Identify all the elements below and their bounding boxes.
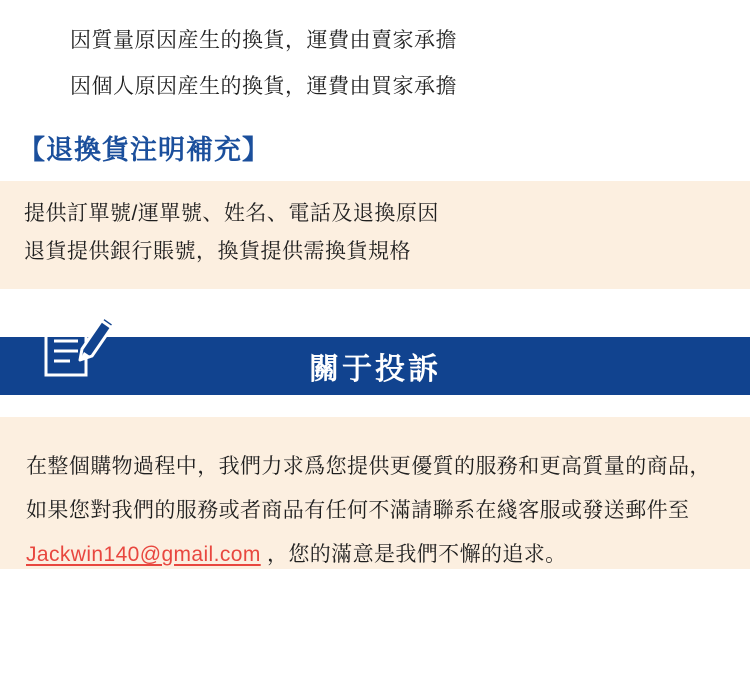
complaint-text-after-email: ，您的滿意是我們不懈的追求。 (260, 543, 567, 566)
complaint-paragraph (26, 445, 724, 577)
pencil-edit-icon (38, 305, 118, 385)
exchange-note-line: 提供訂單號/運單號、姓名、電話及退換原因 (24, 202, 439, 225)
support-email-link[interactable]: Jackwin140@gmail.com (26, 543, 261, 566)
complaint-banner-title: 關于投訴 (309, 353, 441, 386)
return-policy-lines (0, 0, 750, 110)
return-policy-line: 因質量原因産生的換貨，運費由賣家承擔 (70, 29, 457, 52)
exchange-note-heading: 【退換貨注明補充】 (18, 135, 270, 165)
exchange-note-line: 退貨提供銀行賬號，換貨提供需換貨規格 (24, 240, 411, 263)
complaint-text-before-email: 在整個購物過程中，我們力求爲您提供更優質的服務和更高質量的商品，如果您對我們的服務或者商品有任何不滿請聯系在綫客服或發送郵件至 (26, 455, 711, 522)
complaint-body-box (0, 417, 750, 569)
return-policy-line: 因個人原因産生的換貨，運費由買家承擔 (70, 75, 457, 98)
complaint-banner (0, 337, 750, 395)
exchange-note-box (0, 181, 750, 289)
